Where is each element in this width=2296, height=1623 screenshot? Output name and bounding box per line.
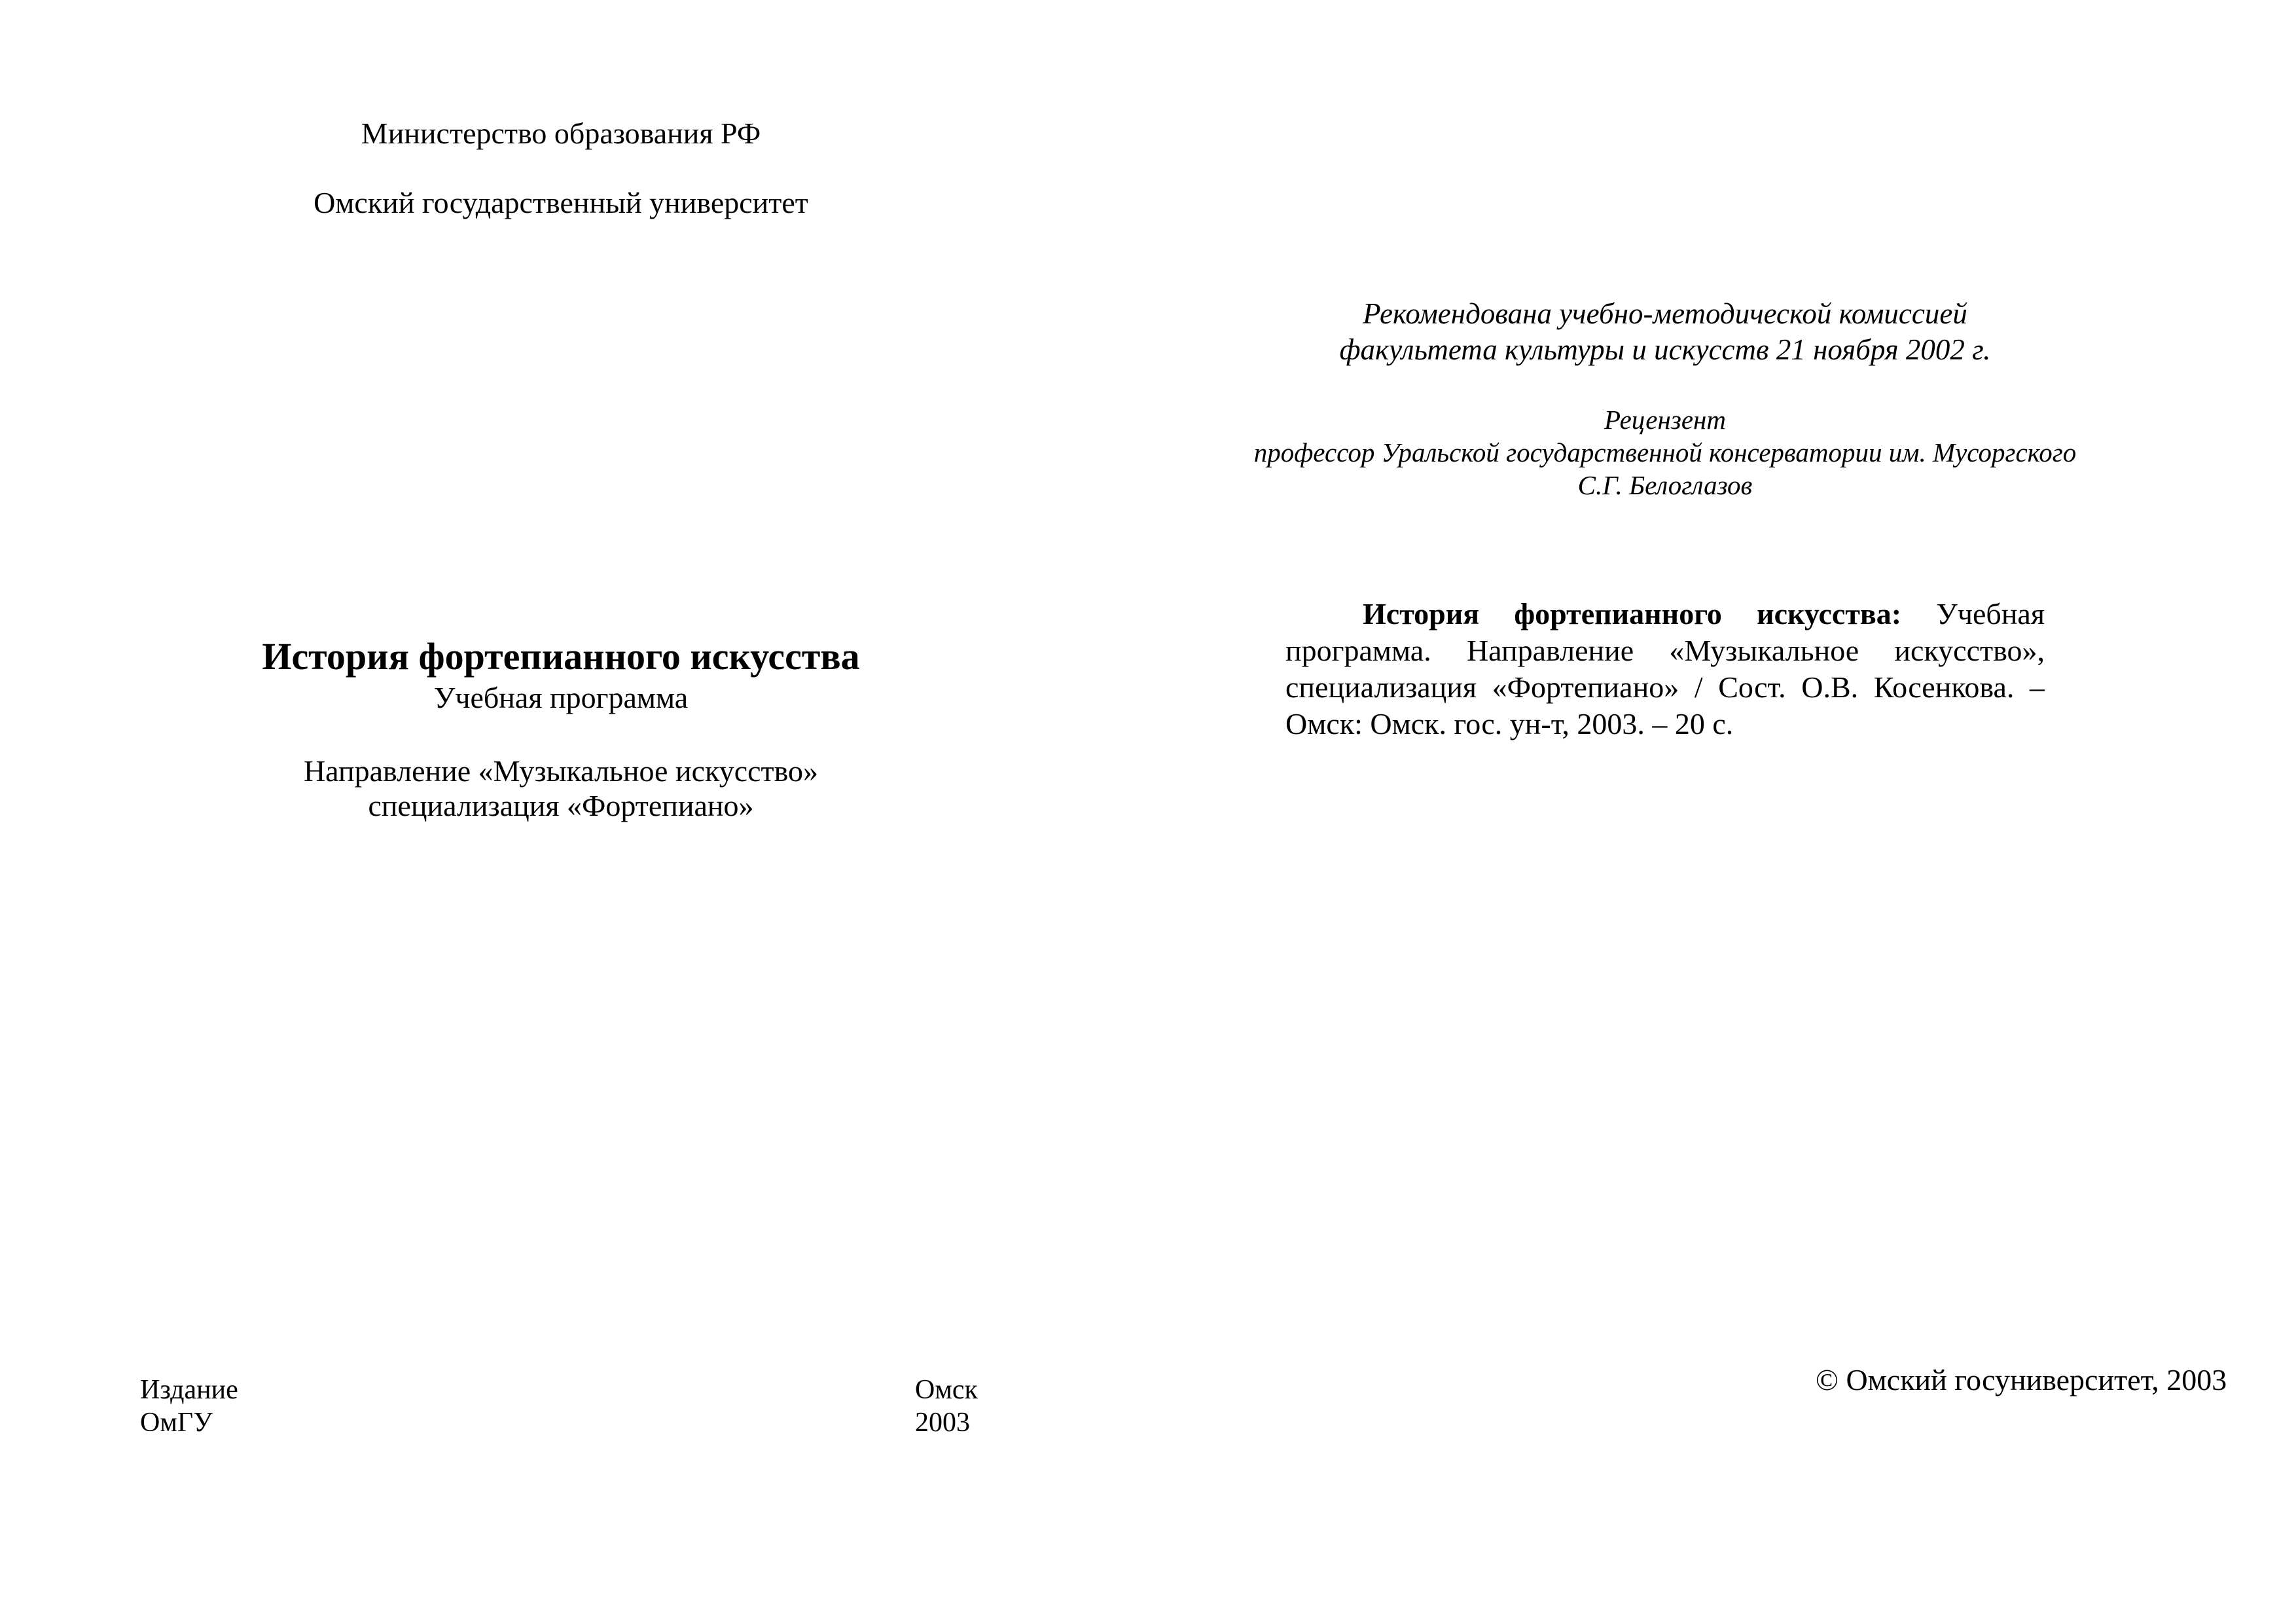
imprint-year: 2003	[915, 1408, 970, 1438]
reviewer-position: профессор Уральской государственной консерватории им. Мусоргского	[1253, 437, 2077, 467]
recommendation-line1: Рекомендована учебно-методической комиссией	[1363, 297, 1967, 330]
university-name: Омский государственный университет	[314, 186, 808, 219]
ministry-name: Министерство образования РФ	[361, 117, 761, 150]
recommendation-note	[1148, 296, 2182, 368]
imprint-publisher-line1: Издание	[140, 1375, 238, 1405]
book-title: История фортепианного искусства	[262, 635, 860, 678]
reverse-page	[1148, 0, 2296, 1623]
specialization: специализация «Фортепиано»	[368, 789, 754, 822]
bibliographic-title: История фортепианного искусства:	[1363, 597, 1902, 630]
study-direction: Направление «Музыкальное искусство»	[303, 754, 819, 788]
book-subtitle: Учебная программа	[433, 681, 689, 714]
reviewer-block	[1148, 403, 2182, 501]
imprint-publisher-line2: ОмГУ	[140, 1408, 213, 1438]
imprint-publisher	[140, 1374, 238, 1439]
bibliographic-text: Учебная программа. Направление «Музыкальное искусство», специализация «Фортепиано» / Сост. О.В. Косенкова. – Омск: Омск. гос. ун-т, 2003. – 20 с.	[1285, 597, 2045, 740]
copyright-notice: © Омский госуниверситет, 2003	[1816, 1363, 2227, 1396]
reviewer-label: Рецензент	[1604, 405, 1726, 435]
reviewer-name: С.Г. Белоглазов	[1577, 470, 1753, 500]
imprint-place-year	[915, 1374, 978, 1439]
imprint-place: Омск	[915, 1375, 978, 1405]
bibliographic-record	[1285, 596, 2045, 742]
recommendation-line2: факультета культуры и искусств 21 ноября 2002 г.	[1339, 333, 1991, 366]
